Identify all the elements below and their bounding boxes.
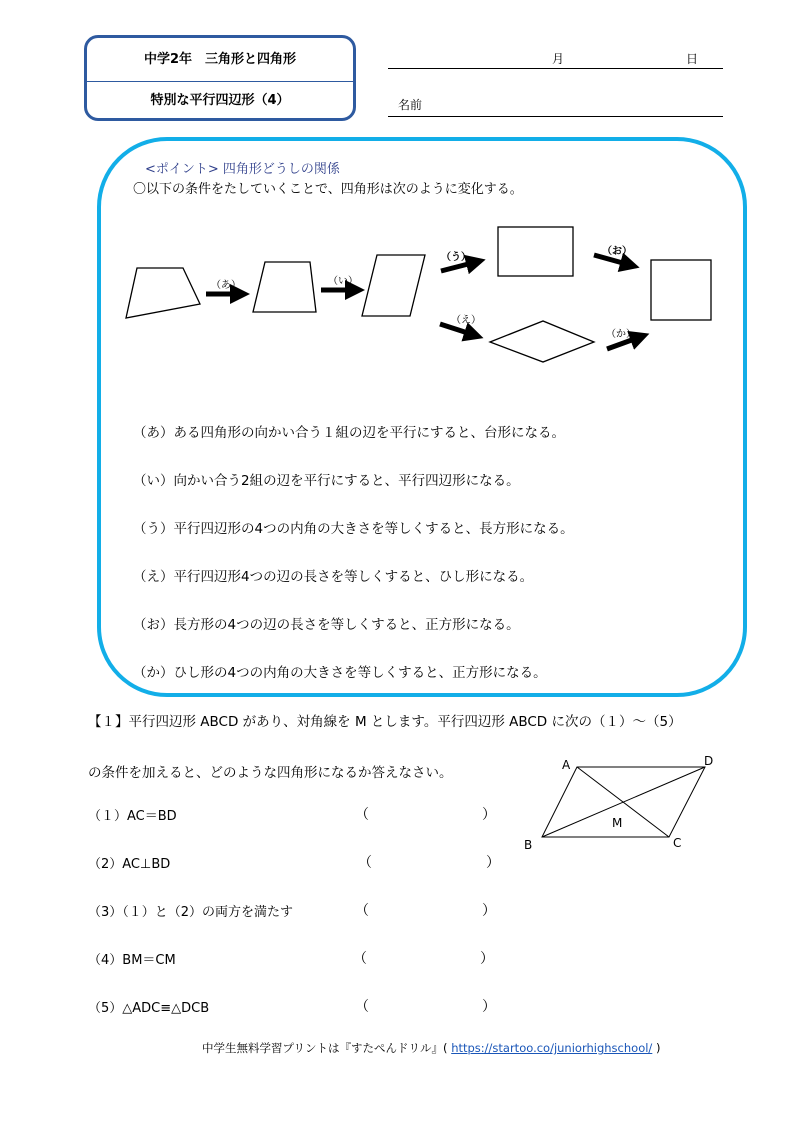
question-item-2-label: （2）AC⊥BD (88, 857, 171, 872)
arrow-u-icon (441, 262, 476, 271)
answer-4-close: ） (480, 951, 494, 967)
parallelogram-abcd-figure (515, 745, 725, 860)
answer-4-field[interactable] (370, 946, 478, 968)
answer-4-open: （ (353, 951, 367, 967)
answer-2-close: ） (486, 855, 500, 871)
footer-link[interactable]: https://startoo.co/juniorhighschool/ (451, 1041, 653, 1055)
question-item-3-label: （3）（１）と（2）の両方を満たす (88, 905, 294, 920)
answer-2-open: （ (358, 855, 372, 871)
arrow-label-u: （う） (441, 252, 471, 263)
rule-u: （う）平行四辺形の4つの内角の大きさを等しくすると、長方形になる。 (133, 521, 574, 537)
answer-5-close: ） (482, 999, 496, 1015)
footer-text: 中学生無料学習プリントは『すたぺんドリル』( (202, 1041, 448, 1055)
square-shape (651, 260, 711, 320)
arrow-label-e: （え） (451, 315, 481, 326)
month-label: 月 (552, 52, 565, 66)
vertex-c-label: C (673, 836, 682, 850)
arrow-label-ka: （か） (606, 329, 636, 340)
question-statement-line2: の条件を加えると、どのような四角形になるか答えなさい。 (88, 765, 453, 781)
answer-1-open: （ (355, 807, 369, 823)
point-intro: 〇以下の条件をたしていくことで、四角形は次のように変化する。 (133, 182, 523, 197)
question-statement-line1: 【１】平行四辺形 ABCD があり、対角線を M とします。平行四辺形 ABCD に次の（１）～（5） (88, 714, 682, 730)
question-item-5-label: （5）△ADC≡△DCB (88, 1001, 210, 1016)
name-label: 名前 (398, 98, 423, 112)
footer (202, 1040, 660, 1056)
rule-e: （え）平行四辺形4つの辺の長さを等しくすると、ひし形になる。 (133, 569, 534, 585)
answer-5-field[interactable] (372, 994, 480, 1016)
vertex-a-label: A (562, 758, 571, 772)
midpoint-m-label: M (612, 816, 623, 830)
answer-2-field[interactable] (375, 850, 483, 872)
arrow-label-a: （あ） (211, 280, 241, 291)
rule-ka: （か）ひし形の4つの内角の大きさを等しくすると、正方形になる。 (133, 665, 547, 681)
answer-3-open: （ (355, 903, 369, 919)
worksheet-grade-unit: 中学2年 三角形と四角形 (87, 38, 353, 82)
question-item-1-label: （１）AC＝BD (88, 809, 177, 824)
quadrilateral-relationship-diagram (0, 0, 794, 420)
rule-a: （あ）ある四角形の向かい合う１組の辺を平行にすると、台形になる。 (133, 425, 565, 441)
vertex-d-label: D (704, 754, 714, 768)
rule-o: （お）長方形の4つの辺の長さを等しくすると、正方形になる。 (133, 617, 520, 633)
answer-3-close: ） (482, 903, 496, 919)
trapezoid-shape (253, 262, 316, 312)
rule-i: （い）向かい合う2組の辺を平行にすると、平行四辺形になる。 (133, 473, 520, 489)
rectangle-shape (498, 227, 573, 276)
vertex-b-label: B (524, 838, 533, 852)
answer-1-close: ） (482, 807, 496, 823)
arrow-label-o: （お） (602, 246, 632, 257)
answer-5-open: （ (355, 999, 369, 1015)
answer-1-field[interactable] (372, 802, 480, 824)
quadrilateral-shape (126, 268, 200, 318)
arrow-label-i: （い） (328, 276, 358, 287)
question-item-4-label: （4）BM＝CM (88, 953, 176, 968)
answer-3-field[interactable] (372, 898, 480, 920)
point-heading: <ポイント> 四角形どうしの関係 (145, 162, 340, 177)
parallelogram-shape (362, 255, 425, 316)
day-label: 日 (686, 52, 699, 66)
worksheet-topic: 特別な平行四辺形（4） (150, 93, 290, 108)
footer-close: ) (655, 1041, 661, 1055)
rhombus-shape (490, 321, 594, 362)
